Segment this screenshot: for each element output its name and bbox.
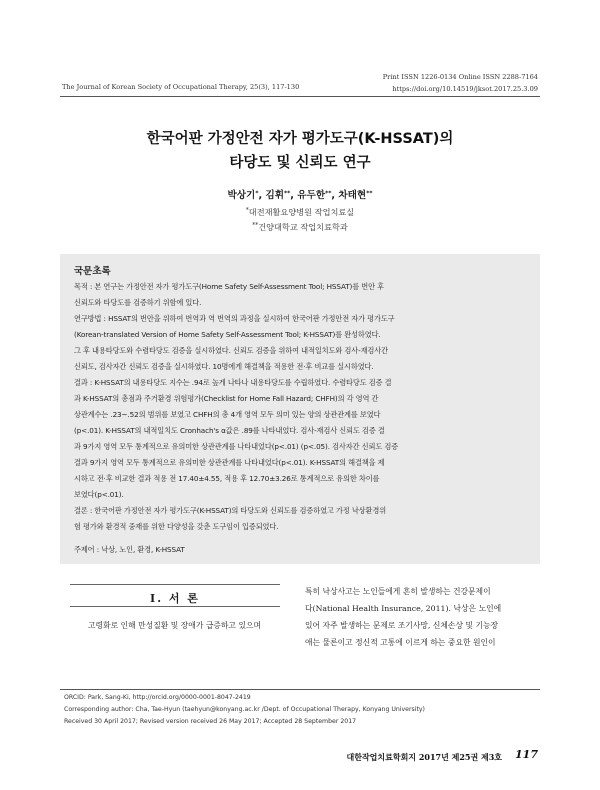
header-rule — [60, 96, 540, 97]
footer-journal-name: 대한작업치료학회지 2017년 제25권 제3호 — [346, 752, 502, 762]
author-list — [0, 187, 600, 201]
author-separator: , — [258, 190, 266, 201]
affiliation-name: 건양대학교 작업치료학과 — [258, 222, 348, 232]
abstract-line: 연구방법 : HSSAT의 번안을 위하여 번역과 역 번역의 과정을 실시하여 한국어판 가정안전 자가 평가도구 — [74, 314, 395, 323]
affiliation-name: 대전재활요양병원 작업치료실 — [248, 207, 355, 217]
affiliation-mark: ** — [325, 190, 332, 197]
section-rule-top — [70, 584, 280, 585]
footnote-rule — [60, 689, 540, 690]
affiliation-mark: ** — [252, 222, 259, 229]
abstract-keywords: 주제어 : 낙상, 노인, 환경, K-HSSAT — [74, 545, 185, 554]
author-name: 차태현 — [338, 190, 367, 201]
abstract-line: 상관계수는 .23~.52의 범위를 보였고 CHFH의 총 4개 영역 모두 의미 있는 양의 상관관계를 보였다 — [74, 410, 381, 419]
abstract-line: 신뢰도와 타당도를 검증하기 위함에 있다. — [74, 298, 202, 307]
abstract-line: 결론 : 한국어판 가정안전 자가 평가도구(K-HSSAT)의 타당도와 신뢰도를 검증하였고 가정 낙상환경위 — [74, 506, 387, 515]
running-header-journal: The Journal of Korean Society of Occupational Therapy, 25(3), 117-130 — [62, 83, 300, 91]
affiliation-2 — [0, 222, 600, 233]
body-text-left: 고령화로 인해 만성질환 및 장애가 급증하고 있으며 — [88, 621, 262, 630]
body-text-right-line: 다(National Health Insurance, 2011). 낙상은 노인에 — [305, 604, 502, 613]
body-text-right-line: 특히 낙상사고는 노인들에게 흔히 발생하는 건강문제이 — [305, 587, 491, 596]
abstract-line: 시하고 전·후 비교한 결과 적용 전 17.40±4.55, 적용 후 12.70±3.26로 통계적으로 유의한 차이를 — [74, 474, 380, 483]
section-rule-bottom — [70, 606, 280, 607]
abstract-line: 보였다(p<.01). — [74, 490, 124, 499]
author-name: 김휘 — [265, 190, 285, 201]
paper-title-line-1: 한국어판 가정안전 자가 평가도구(K-HSSAT)의 — [146, 131, 454, 147]
abstract-line: (p<.01). K-HSSAT의 내적일치도 Cronhach's α값은 .89를 나타내었다. 검사-재검사 신뢰도 검증 결 — [74, 426, 385, 435]
abstract-line: (Korean-translated Version of Home Safety Self-Assessment Tool; K-HSSAT)를 완성하였다. — [74, 330, 381, 339]
abstract-line: 결과 9가지 영역 모두 통계적으로 유의미한 상관관계를 나타내었다(p<.01). K-HSSAT의 해결책을 제 — [74, 458, 385, 467]
abstract-line: 험 평가와 환경적 중재를 위한 다양성을 갖춘 도구임이 입증되었다. — [74, 522, 279, 531]
body-text-right-line: 애는 물론이고 정신적 고통에 이르게 하는 중요한 원인이 — [305, 638, 496, 647]
abstract-line: 과 9가지 영역 모두 통계적으로 유의미한 상관관계를 나타내었다(p<.01) (p<.05). 검사자간 신뢰도 검증 — [74, 442, 399, 451]
paper-title-line-2: 타당도 및 신뢰도 연구 — [229, 155, 371, 171]
affiliation-mark: * — [245, 207, 249, 214]
abstract-line: 신뢰도, 검사자간 신뢰도 검증을 실시하였다. 10명에게 해결책을 적용한 전·후 비교를 실시하였다. — [74, 362, 374, 371]
body-text-right-line: 있어 자주 발생하는 문제로 조기사망, 신체손상 및 기능장 — [305, 621, 499, 630]
issn-line: Print ISSN 1226-0134 Online ISSN 2288-7164 — [382, 73, 538, 81]
received-dates-note: Received 30 April 2017; Revised version received 26 May 2017; Accepted 28 September 2017 — [64, 718, 357, 725]
orcid-note[interactable]: ORCID: Park, Sang-Ki, http://orcid.org/0000-0001-8047-2419 — [64, 694, 251, 701]
abstract-heading: 국문초록 — [74, 266, 111, 277]
doi-link[interactable]: https://doi.org/10.14519/jksot.2017.25.3.09 — [392, 85, 538, 93]
corresponding-author-note: Corresponding author: Cha, Tae-Hyun (taehyun@konyang.ac.kr /Dept. of Occupational Therapy, Konyang University) — [64, 706, 425, 713]
affiliation-mark: ** — [284, 190, 291, 197]
abstract-line: 그 후 내용타당도와 수렴타당도 검증을 실시하였다. 신뢰도 검증을 위하여 내적일치도와 검사-재검사간 — [74, 346, 388, 355]
affiliation-1 — [0, 207, 600, 218]
author-separator: , — [331, 190, 339, 201]
abstract-line: 결과 : K-HSSAT의 내용타당도 지수는 .94로 높게 나타나 내용타당도를 수립하였다. 수렴타당도 검증 결 — [74, 378, 392, 387]
author-separator: , — [290, 190, 298, 201]
running-header-identifiers — [383, 71, 538, 95]
abstract-line: 목적 : 본 연구는 가정안전 자가 평가도구(Home Safety Self-Assessment Tool; HSSAT)를 번안 후 — [74, 282, 384, 291]
affiliation-mark: * — [255, 190, 259, 197]
page-number: 117 — [515, 748, 538, 761]
affiliation-mark: ** — [366, 190, 373, 197]
author-name: 유두한 — [297, 190, 326, 201]
author-name: 박상기 — [227, 190, 256, 201]
section-heading: Ⅰ. 서 론 — [150, 592, 200, 605]
abstract-line: 과 K-HSSAT의 총점과 주거환경 위험평가(Checklist for Home Fall Hazard; CHFH)의 각 영역 간 — [74, 394, 379, 403]
